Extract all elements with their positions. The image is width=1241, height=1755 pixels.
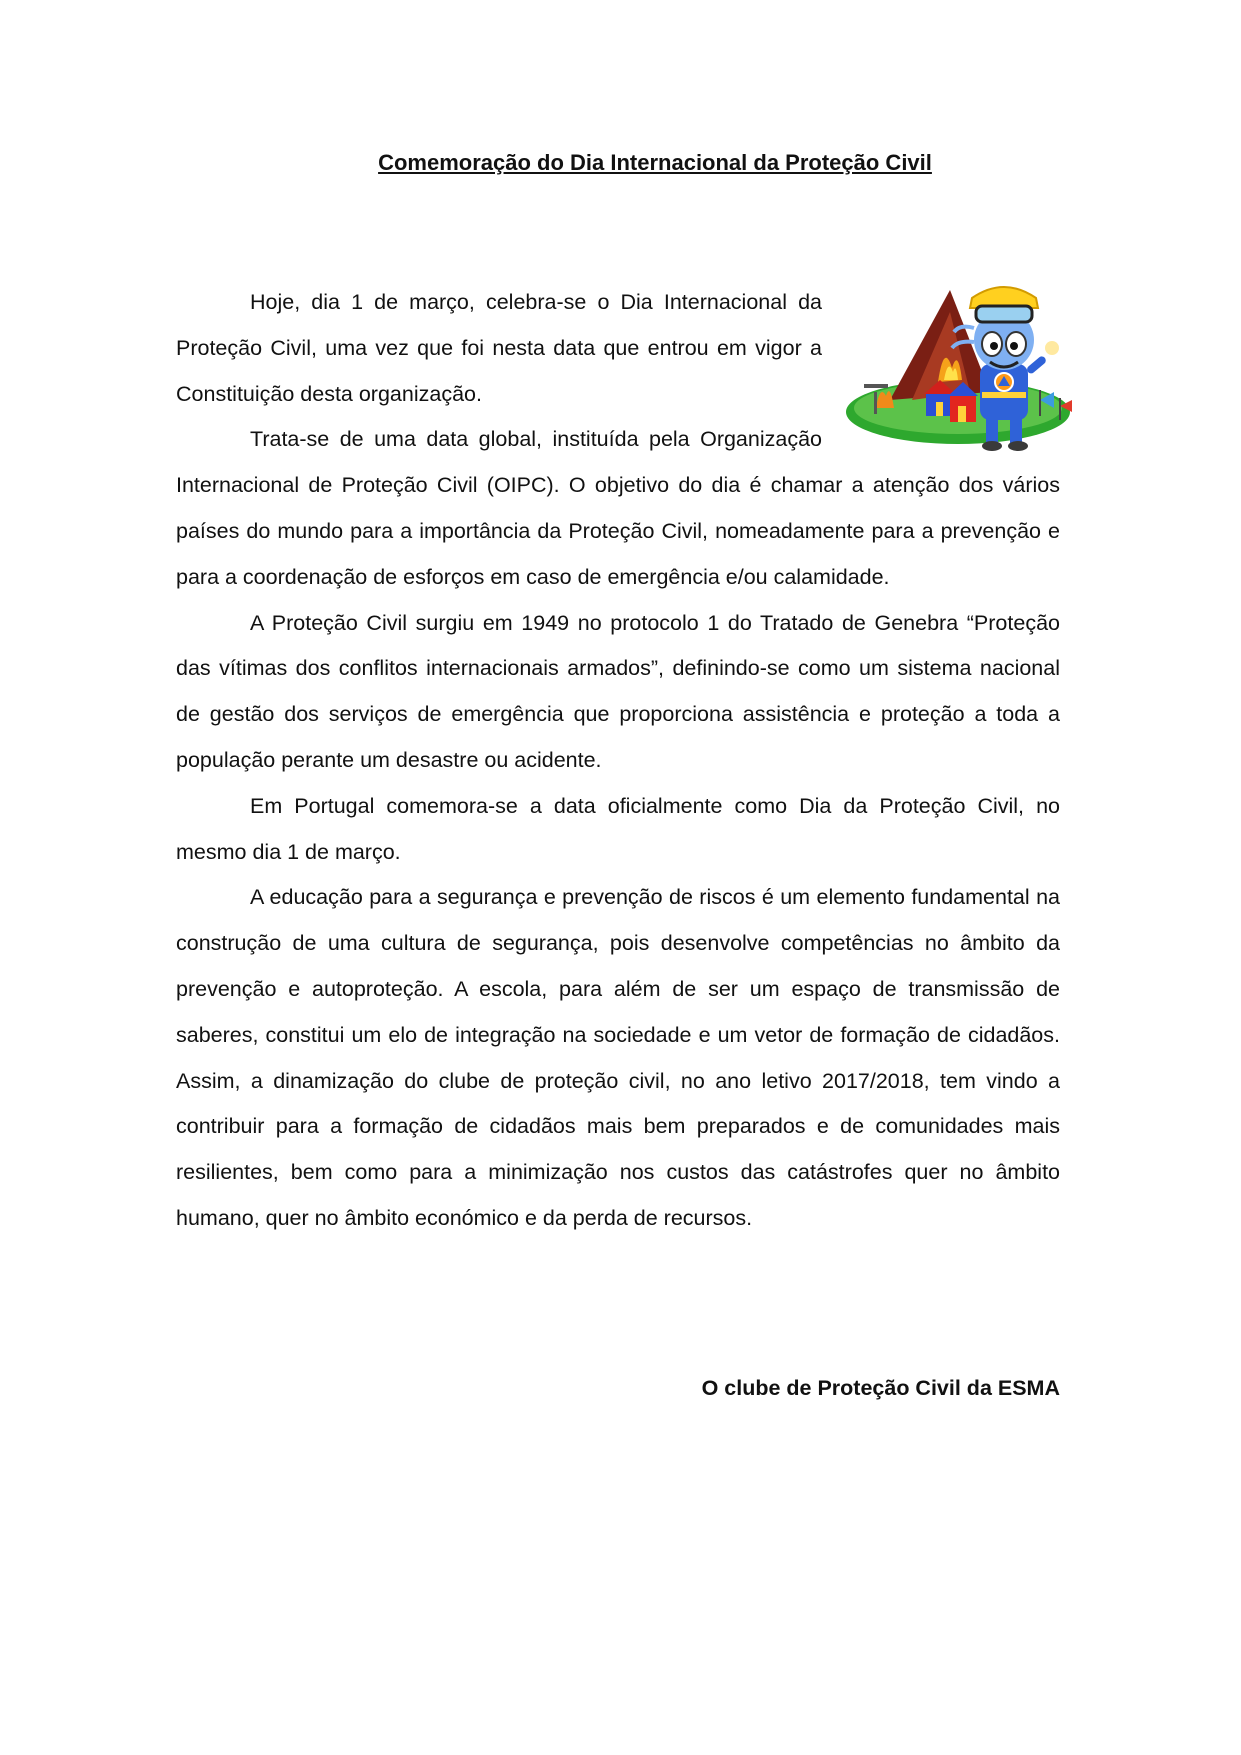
paragraph: Hoje, dia 1 de março, celebra-se o Dia Internacional da Proteção Civil, uma vez que foi nesta data que entrou em vigor a Constituição desta organização. bbox=[176, 290, 822, 406]
paragraph: Trata-se de uma data global, instituída pela Organização Internacional de Proteção Civil (OIPC). O objetivo do dia é chamar a atenção dos vários países do mundo para a importância da Proteção Civil, nomeadamente para a prevenção e para a coordenação de esforços em caso de emergência e/ou calamidade. bbox=[176, 427, 1060, 589]
signature: O clube de Proteção Civil da ESMA bbox=[701, 1376, 1060, 1400]
paragraph: A Proteção Civil surgiu em 1949 no protocolo 1 do Tratado de Genebra “Proteção das vítimas dos conflitos internacionais armados”, definindo-se como um sistema nacional de gestão dos serviços de emergência que proporciona assistência e proteção a toda a população perante um desastre ou acidente. bbox=[176, 610, 1060, 772]
paragraph: A educação para a segurança e prevenção de riscos é um elemento fundamental na construção de uma cultura de segurança, pois desenvolve competências no âmbito da prevenção e autoproteção. A escola, para além de ser um espaço de transmissão de saberes, constitui um elo de integração na sociedade e um vetor de formação de cidadãos. Assim, a dinamização do clube de proteção civil, no ano letivo 2017/2018, tem vindo a contribuir para a formação de cidadãos mais bem preparados e de comunidades mais resilientes, bem como para a minimização nos custos das catástrofes quer no âmbito humano, quer no âmbito económico e da perda de recursos. bbox=[176, 885, 1060, 1230]
paragraph: Em Portugal comemora-se a data oficialmente como Dia da Proteção Civil, no mesmo dia 1 de março. bbox=[176, 793, 1060, 864]
article-body bbox=[176, 280, 1060, 1242]
civil-protection-mascot-icon bbox=[840, 272, 1076, 452]
page-title: Comemoração do Dia Internacional da Proteção Civil bbox=[378, 150, 932, 175]
